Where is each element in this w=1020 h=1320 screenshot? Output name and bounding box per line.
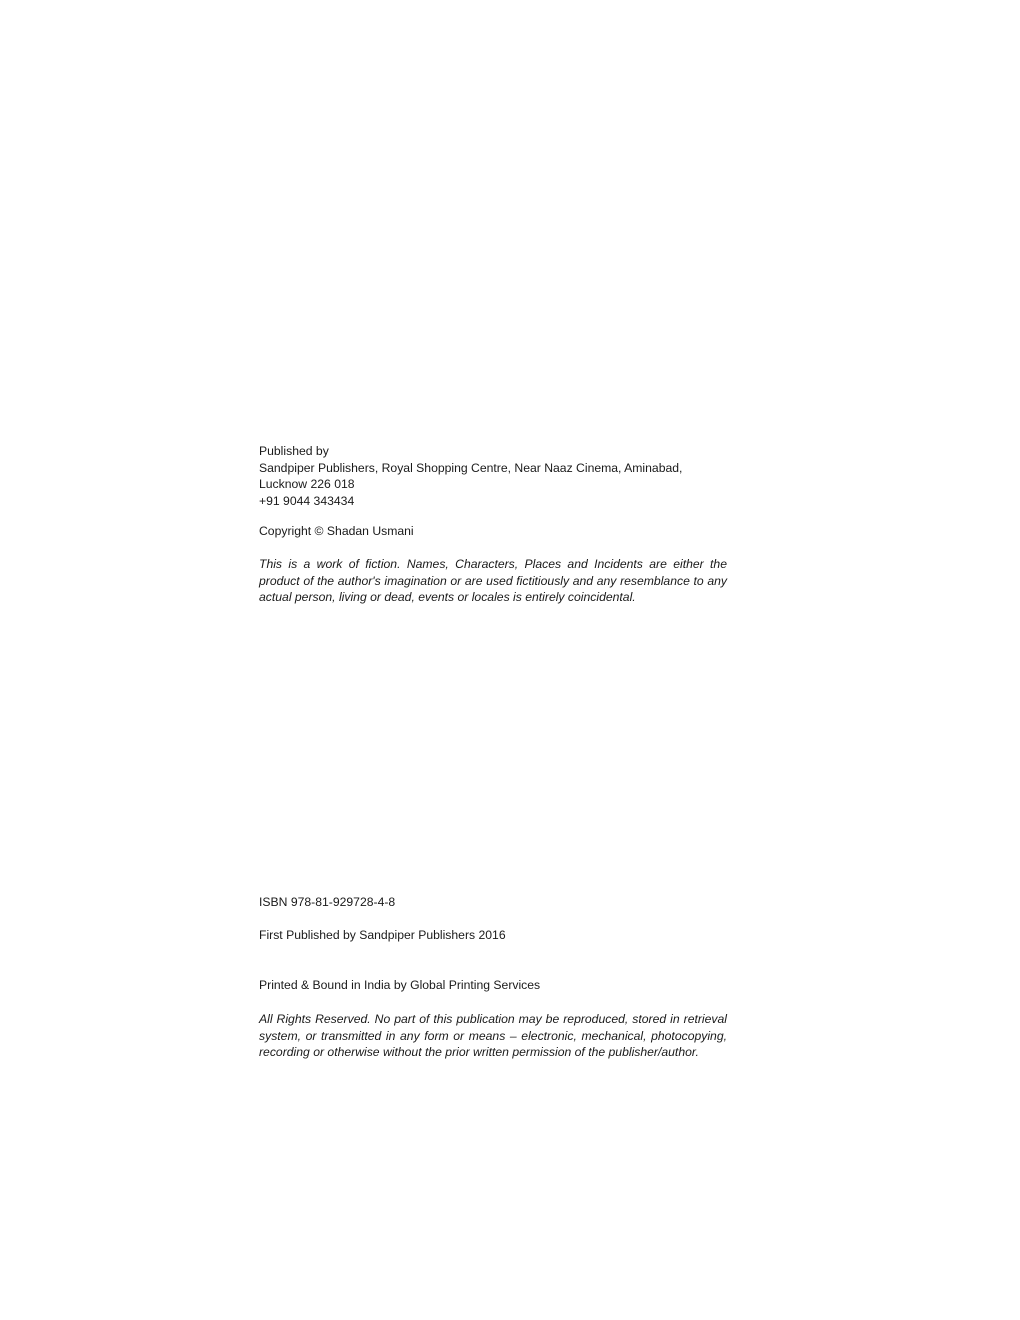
publisher-info bbox=[259, 443, 739, 509]
first-published-text: First Published by Sandpiper Publishers 2016 bbox=[259, 928, 506, 942]
isbn-block bbox=[259, 894, 739, 911]
publisher-phone: +91 9044 343434 bbox=[259, 493, 355, 508]
fiction-disclaimer bbox=[259, 556, 739, 606]
printed-by-text: Printed & Bound in India by Global Printing Services bbox=[259, 978, 541, 992]
first-published-block bbox=[259, 927, 739, 944]
fiction-disclaimer-text: This is a work of fiction. Names, Characters, Places and Incidents are either the product of the author's imagination or are used fictitiously and any resemblance to any actual person, living or dead, events or locales is entirely coincidental. bbox=[259, 557, 727, 604]
printer-block bbox=[259, 977, 739, 994]
publisher-address-line1: Sandpiper Publishers, Royal Shopping Centre, Near Naaz Cinema, Aminabad, bbox=[259, 460, 683, 475]
published-by-label: Published by bbox=[259, 444, 329, 458]
rights-notice bbox=[259, 1011, 739, 1061]
publisher-address-line2: Lucknow 226 018 bbox=[259, 477, 355, 491]
rights-notice-text: All Rights Reserved. No part of this publication may be reproduced, stored in retrieval system, or transmitted in any form or means – electronic, mechanical, photocopying, recording or otherwise without the prior written permission of the publisher/author. bbox=[259, 1012, 727, 1059]
isbn-text: ISBN 978-81-929728-4-8 bbox=[259, 895, 396, 909]
copyright-notice bbox=[259, 523, 739, 540]
copyright-text: Copyright © Shadan Usmani bbox=[259, 524, 414, 538]
